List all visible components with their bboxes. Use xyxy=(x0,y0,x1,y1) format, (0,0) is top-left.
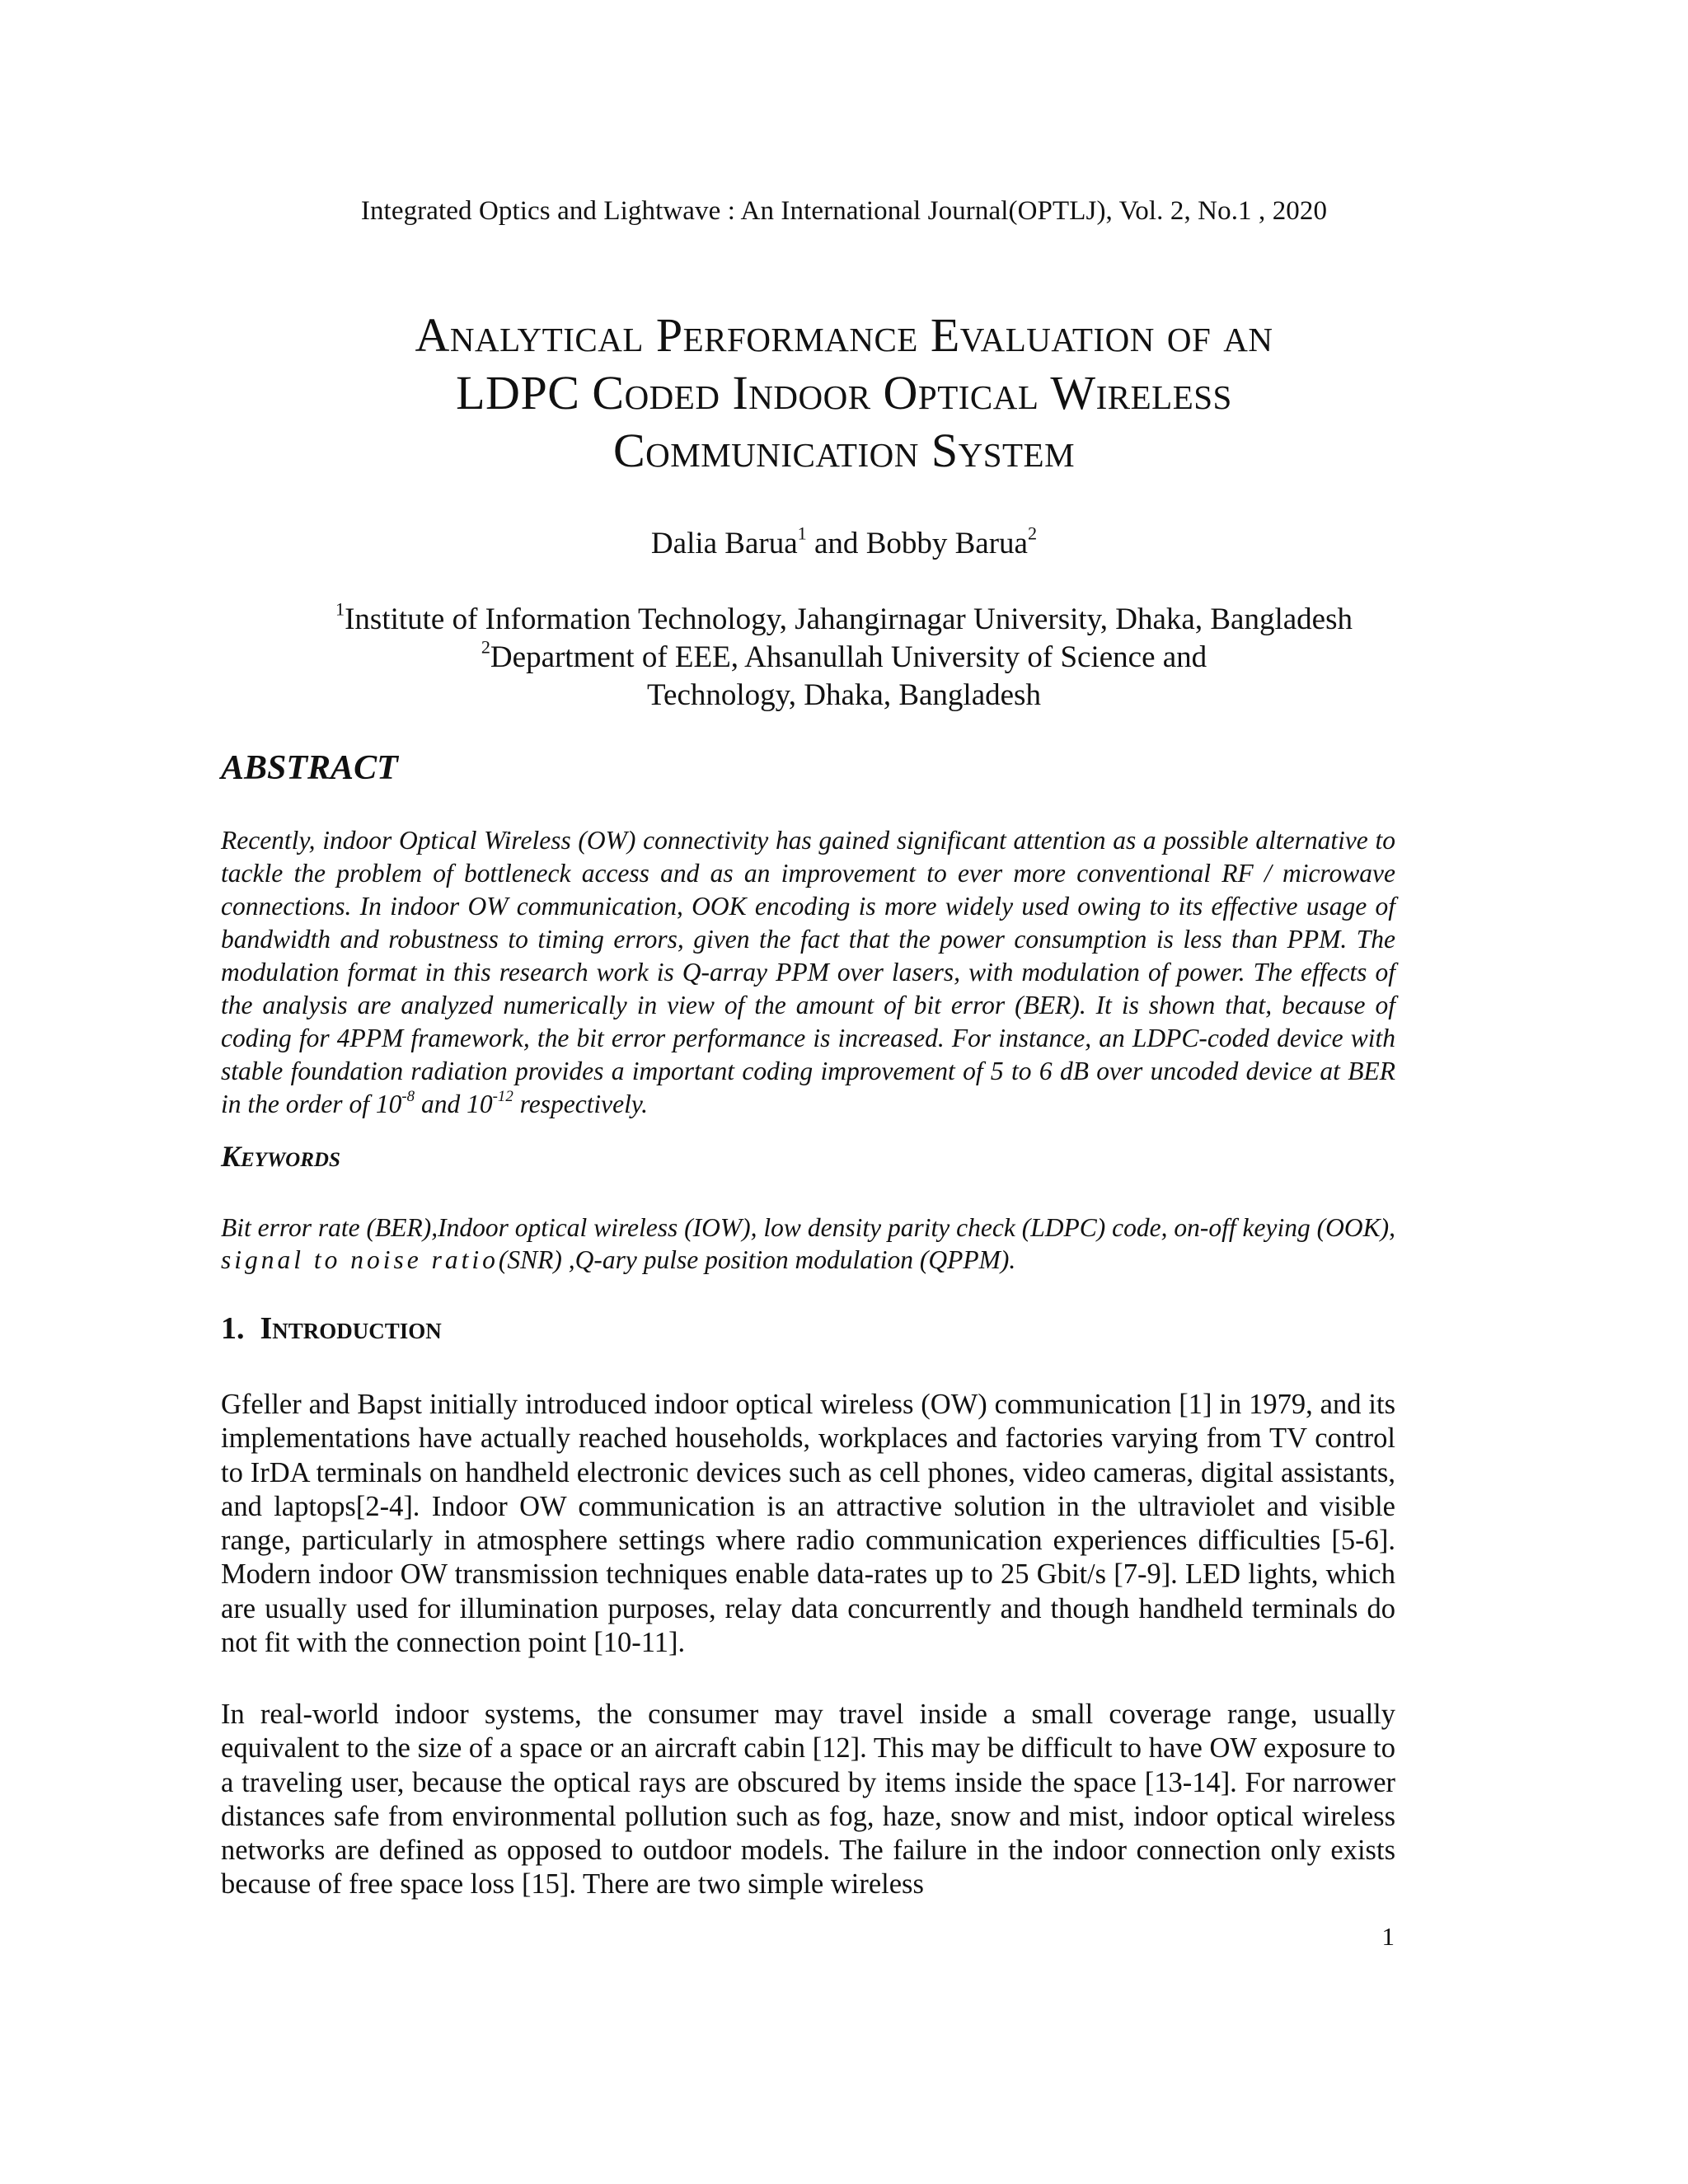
paper-title xyxy=(124,307,1564,480)
affiliation-1-text: Institute of Information Technology, Jahangirnagar University, Dhaka, Bangladesh xyxy=(345,602,1353,636)
affiliation-1-mark: 1 xyxy=(335,598,345,620)
introduction-paragraph-1: Gfeller and Bapst initially introduced indoor optical wireless (OW) communication [1] in 1979, and its implementations have actually reached households, workplaces and factories varying from TV control to IrDA terminals on handheld electronic devices such as cell phones, video cameras, digital assistants, and laptops[2-4]. Indoor OW communication is an attractive solution in the ultraviolet and visible range, particularly in atmosphere settings where radio communication experiences difficulties [5-6]. Modern indoor OW transmission techniques enable data-rates up to 25 Gbit/s [7-9]. LED lights, which are usually used for illumination purposes, relay data concurrently and though handheld terminals do not fit with the connection point [10-11]. xyxy=(221,1389,1395,1659)
abstract-heading: ABSTRACT xyxy=(221,749,398,787)
abstract-body: Recently, indoor Optical Wireless (OW) connectivity has gained significant attention as a possible alternative to tackle the problem of bottleneck access and as an improvement to ever more conventional RF / microwave connections. In indoor OW communication, OOK encoding is more widely used owing to its effective usage of bandwidth and robustness to timing errors, given the fact that the power consumption is less than PPM. The modulation format in this research work is Q-array PPM over lasers, with modulation of power. The effects of the analysis are analyzed numerically in view of the amount of bit error (BER). It is shown that, because of coding for 4PPM framework, the bit error performance is increased. For instance, an LDPC-coded device with stable foundation radiation provides a important coding improvement of 5 to 6 dB over uncoded device at BER in the order of 10 xyxy=(221,826,1395,1118)
keywords-spaced-term: signal to noise ratio xyxy=(221,1245,499,1274)
introduction-heading: 1. Introduction xyxy=(221,1311,442,1346)
affiliation-2 xyxy=(0,636,1688,675)
keywords-text xyxy=(221,1212,1395,1276)
running-header: Integrated Optics and Lightwave : An International Journal(OPTLJ), Vol. 2, No.1 , 2020 xyxy=(360,196,1328,226)
page-number: 1 xyxy=(1381,1922,1395,1951)
abstract-body-end: respectively. xyxy=(513,1090,649,1118)
author-2-affiliation-mark: 2 xyxy=(1027,523,1038,544)
keywords-heading: Keywords xyxy=(221,1140,340,1173)
introduction-paragraph-2: In real-world indoor systems, the consumer may travel inside a small coverage range, usually equivalent to the size of a space or an aircraft cabin [12]. This may be difficult to have OW exposure to a traveling user, because the optical rays are obscured by items inside the space [13-14]. For narrower distances safe from environmental pollution such as fog, haze, snow and mist, indoor optical wireless networks are defined as opposed to outdoor models. The failure in the indoor connection only exists because of free space loss [15]. There are two simple wireless xyxy=(221,1699,1395,1900)
affiliation-2-continued: Technology, Dhaka, Bangladesh xyxy=(647,678,1041,712)
author-list xyxy=(0,523,1688,561)
author-1-affiliation-mark: 1 xyxy=(797,523,807,544)
abstract-exponent-1: -8 xyxy=(401,1087,415,1105)
title-line-2: LDPC Coded Indoor Optical Wireless xyxy=(456,366,1232,419)
affiliation-1 xyxy=(0,598,1688,637)
title-line-3: Communication System xyxy=(612,424,1076,477)
author-2-name: Bobby Barua xyxy=(865,527,1028,560)
affiliation-2-text-line-1: Department of EEE, Ahsanullah University of Science and xyxy=(490,640,1207,674)
affiliation-2-mark: 2 xyxy=(481,636,490,658)
abstract-text xyxy=(221,824,1395,1121)
abstract-exponent-2: -12 xyxy=(492,1087,513,1105)
author-1-name: Dalia Barua xyxy=(650,527,798,560)
author-conjunction: and xyxy=(806,527,866,560)
title-line-1: Analytical Performance Evaluation of an xyxy=(415,308,1273,362)
keywords-part-1: Bit error rate (BER),Indoor optical wireless (IOW), low density parity check (LDPC) code, on-off keying (OOK), xyxy=(221,1213,1395,1242)
abstract-body-mid: and 10 xyxy=(415,1090,493,1118)
keywords-part-2: (SNR) ,Q-ary pulse position modulation (QPPM). xyxy=(498,1245,1016,1274)
